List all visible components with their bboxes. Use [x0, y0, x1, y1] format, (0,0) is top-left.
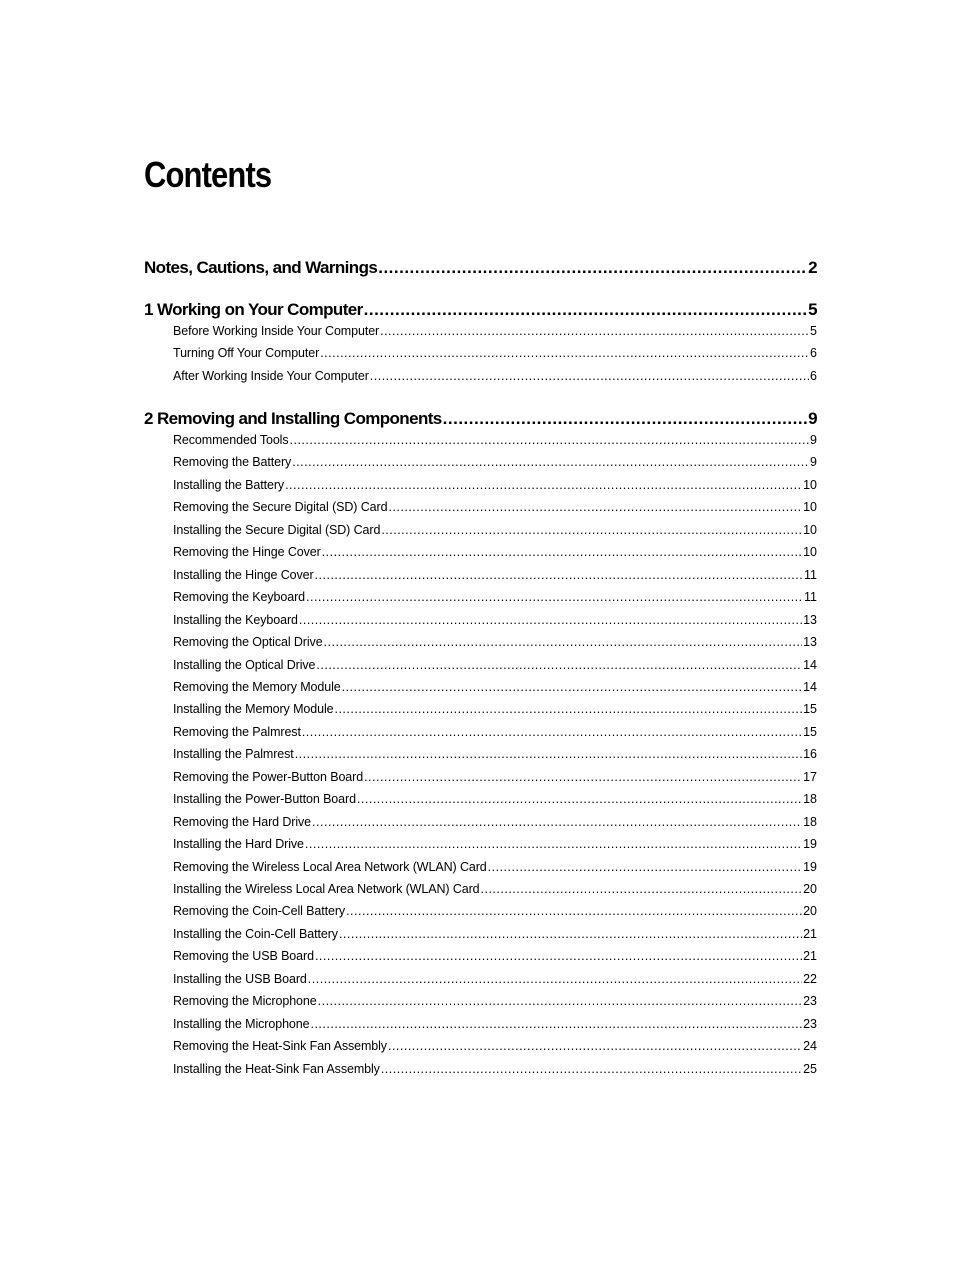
toc-section-entry[interactable] — [173, 700, 817, 718]
dot-leader — [315, 566, 803, 584]
toc-section-page-number: 16 — [803, 747, 817, 762]
dot-leader — [306, 588, 803, 606]
toc-section-entry[interactable] — [173, 947, 817, 965]
toc-section-entry[interactable] — [173, 453, 817, 471]
toc-chapter-label: 1 Working on Your Computer — [144, 300, 363, 319]
toc-section-page-number: 25 — [803, 1061, 817, 1076]
toc-section-page-number: 5 — [810, 324, 817, 338]
toc-section-page-number: 22 — [803, 971, 817, 986]
dot-leader — [308, 970, 802, 988]
toc-section-entry[interactable] — [173, 790, 817, 808]
toc-section-label: Recommended Tools — [173, 433, 289, 447]
toc-chapter-page-number: 2 — [808, 258, 817, 277]
toc-section-entry[interactable] — [173, 745, 817, 763]
toc-section-label: Installing the Power-Button Board — [173, 792, 356, 807]
toc-section-label: Installing the Memory Module — [173, 702, 334, 717]
toc-section-page-number: 24 — [803, 1039, 817, 1054]
toc-section-page-number: 14 — [803, 657, 817, 672]
toc-section-label: Turning Off Your Computer — [173, 346, 320, 361]
toc-section-page-number: 9 — [810, 433, 817, 447]
toc-section-page-number: 20 — [803, 882, 817, 896]
toc-section-entry[interactable] — [173, 1015, 817, 1033]
toc-section-entry[interactable] — [173, 656, 817, 674]
dot-leader — [339, 925, 802, 943]
toc-section-label: Installing the Wireless Local Area Network (WLAN) Card — [173, 882, 480, 896]
dot-leader — [357, 790, 802, 808]
toc-section-entry[interactable] — [173, 476, 817, 494]
toc-section-entry[interactable] — [173, 566, 817, 584]
toc-section-label: Before Working Inside Your Computer — [173, 324, 380, 338]
toc-section-label: Installing the Hard Drive — [173, 837, 304, 852]
toc-section-label: Installing the Coin-Cell Battery — [173, 926, 338, 941]
dot-leader — [388, 498, 802, 516]
toc-chapter-label: Notes, Cautions, and Warnings — [144, 258, 378, 277]
toc-section-entry[interactable] — [173, 322, 817, 340]
toc-section-entry[interactable] — [173, 344, 817, 362]
toc-section-label: Installing the Heat-Sink Fan Assembly — [173, 1061, 380, 1076]
toc-section-entry[interactable] — [173, 588, 817, 606]
page-title: Contents — [144, 154, 272, 195]
dot-leader — [380, 322, 809, 340]
dot-leader — [342, 678, 802, 696]
dot-leader — [292, 453, 809, 471]
toc-section-entry[interactable] — [173, 813, 817, 831]
dot-leader — [481, 880, 803, 898]
toc-section-page-number: 18 — [803, 814, 817, 829]
toc-chapter-entry[interactable] — [144, 298, 817, 322]
toc-section-label: Removing the Optical Drive — [173, 635, 323, 650]
toc-section-page-number: 11 — [804, 590, 817, 605]
toc-section-page-number: 18 — [803, 792, 817, 807]
dot-leader — [305, 835, 802, 853]
toc-section-page-number: 19 — [803, 859, 817, 874]
toc-section-entry[interactable] — [173, 992, 817, 1010]
toc-section-page-number: 17 — [803, 769, 817, 784]
toc-section-page-number: 21 — [803, 926, 817, 941]
dot-leader — [302, 723, 802, 741]
toc-section-page-number: 23 — [803, 994, 817, 1009]
dot-leader — [318, 992, 802, 1010]
toc-chapter-page-number: 5 — [808, 300, 817, 319]
toc-section-entry[interactable] — [173, 431, 817, 449]
toc-section-entry[interactable] — [173, 367, 817, 385]
toc-section-label: Removing the Power-Button Board — [173, 769, 364, 784]
dot-leader — [299, 611, 802, 629]
toc-section-page-number: 9 — [810, 455, 817, 470]
toc-section-label: Installing the Hinge Cover — [173, 567, 314, 582]
dot-leader — [334, 700, 802, 718]
toc-section-entry[interactable] — [173, 498, 817, 516]
dot-leader — [324, 633, 803, 651]
toc-section-label: Removing the Secure Digital (SD) Card — [173, 500, 388, 515]
toc-section-page-number: 6 — [810, 368, 817, 383]
toc-chapter-entry[interactable] — [144, 256, 817, 280]
toc-section-entry[interactable] — [173, 611, 817, 629]
toc-section-label: Removing the Heat-Sink Fan Assembly — [173, 1039, 387, 1054]
toc-section-label: Installing the Palmrest — [173, 747, 294, 762]
dot-leader — [295, 745, 802, 763]
toc-section-label: Installing the Keyboard — [173, 612, 298, 627]
toc-chapter-entry[interactable] — [144, 407, 817, 431]
toc-chapter-page-number: 9 — [808, 409, 817, 428]
toc-section-label: Removing the Hinge Cover — [173, 545, 321, 560]
toc-section-page-number: 6 — [810, 346, 817, 361]
toc-section-entry[interactable] — [173, 678, 817, 696]
dot-leader — [443, 407, 807, 431]
toc-section-page-number: 10 — [803, 500, 817, 515]
toc-section-entry[interactable] — [173, 768, 817, 786]
toc-section-entry[interactable] — [173, 902, 817, 920]
toc-section-label: Removing the USB Board — [173, 949, 314, 964]
toc-section-page-number: 19 — [803, 837, 817, 852]
toc-section-entry[interactable] — [173, 543, 817, 561]
toc-section-page-number: 13 — [803, 612, 817, 627]
toc-section-page-number: 11 — [804, 567, 817, 582]
toc-section-label: Installing the Battery — [173, 477, 285, 492]
toc-section-entry[interactable] — [173, 858, 817, 876]
toc-section-page-number: 13 — [803, 635, 817, 650]
toc-section-label: Installing the USB Board — [173, 971, 307, 986]
toc-section-label: Installing the Secure Digital (SD) Card — [173, 522, 381, 537]
toc-section-page-number: 23 — [803, 1016, 817, 1031]
toc-section-label: Removing the Coin-Cell Battery — [173, 904, 346, 919]
toc-section-entry[interactable] — [173, 723, 817, 741]
toc-section-page-number: 20 — [803, 904, 817, 919]
dot-leader — [488, 858, 802, 876]
toc-section-page-number: 21 — [803, 949, 817, 964]
toc-chapter-label: 2 Removing and Installing Components — [144, 409, 442, 428]
dot-leader — [290, 431, 810, 449]
toc-section-label: Installing the Optical Drive — [173, 657, 316, 672]
toc-section-label: Removing the Battery — [173, 455, 292, 470]
toc-section-label: Removing the Palmrest — [173, 724, 301, 739]
dot-leader — [364, 298, 808, 322]
dot-leader — [320, 344, 809, 362]
toc-section-label: Removing the Memory Module — [173, 679, 341, 694]
toc-section-page-number: 15 — [803, 702, 817, 717]
toc-section-entry[interactable] — [173, 633, 817, 651]
dot-leader — [315, 947, 802, 965]
dot-leader — [285, 476, 802, 494]
toc-section-label: Removing the Microphone — [173, 994, 317, 1009]
toc-section-label: After Working Inside Your Computer — [173, 368, 369, 383]
dot-leader — [370, 367, 809, 385]
toc-section-page-number: 15 — [803, 724, 817, 739]
toc-section-entry[interactable] — [173, 925, 817, 943]
dot-leader — [310, 1015, 802, 1033]
toc-section-label: Removing the Keyboard — [173, 590, 306, 605]
dot-leader — [388, 1037, 802, 1055]
toc-section-entry[interactable] — [173, 1037, 817, 1055]
toc-section-entry[interactable] — [173, 835, 817, 853]
toc-section-label: Removing the Hard Drive — [173, 814, 312, 829]
toc-section-label: Installing the Microphone — [173, 1016, 310, 1031]
dot-leader — [322, 543, 802, 561]
dot-leader — [316, 656, 802, 674]
toc-section-page-number: 10 — [803, 477, 817, 492]
toc-section-entry[interactable] — [173, 521, 817, 539]
dot-leader — [381, 1060, 802, 1078]
dot-leader — [312, 813, 802, 831]
toc-section-page-number: 10 — [803, 545, 817, 560]
toc-section-entry[interactable] — [173, 880, 817, 898]
toc-section-label: Removing the Wireless Local Area Network (WLAN) Card — [173, 859, 487, 874]
toc-section-page-number: 14 — [803, 679, 817, 694]
dot-leader — [364, 768, 802, 786]
toc-section-entry[interactable] — [173, 1060, 817, 1078]
dot-leader — [346, 902, 802, 920]
dot-leader — [378, 256, 807, 280]
dot-leader — [381, 521, 802, 539]
toc-section-page-number: 10 — [803, 522, 817, 537]
toc-section-entry[interactable] — [173, 970, 817, 988]
